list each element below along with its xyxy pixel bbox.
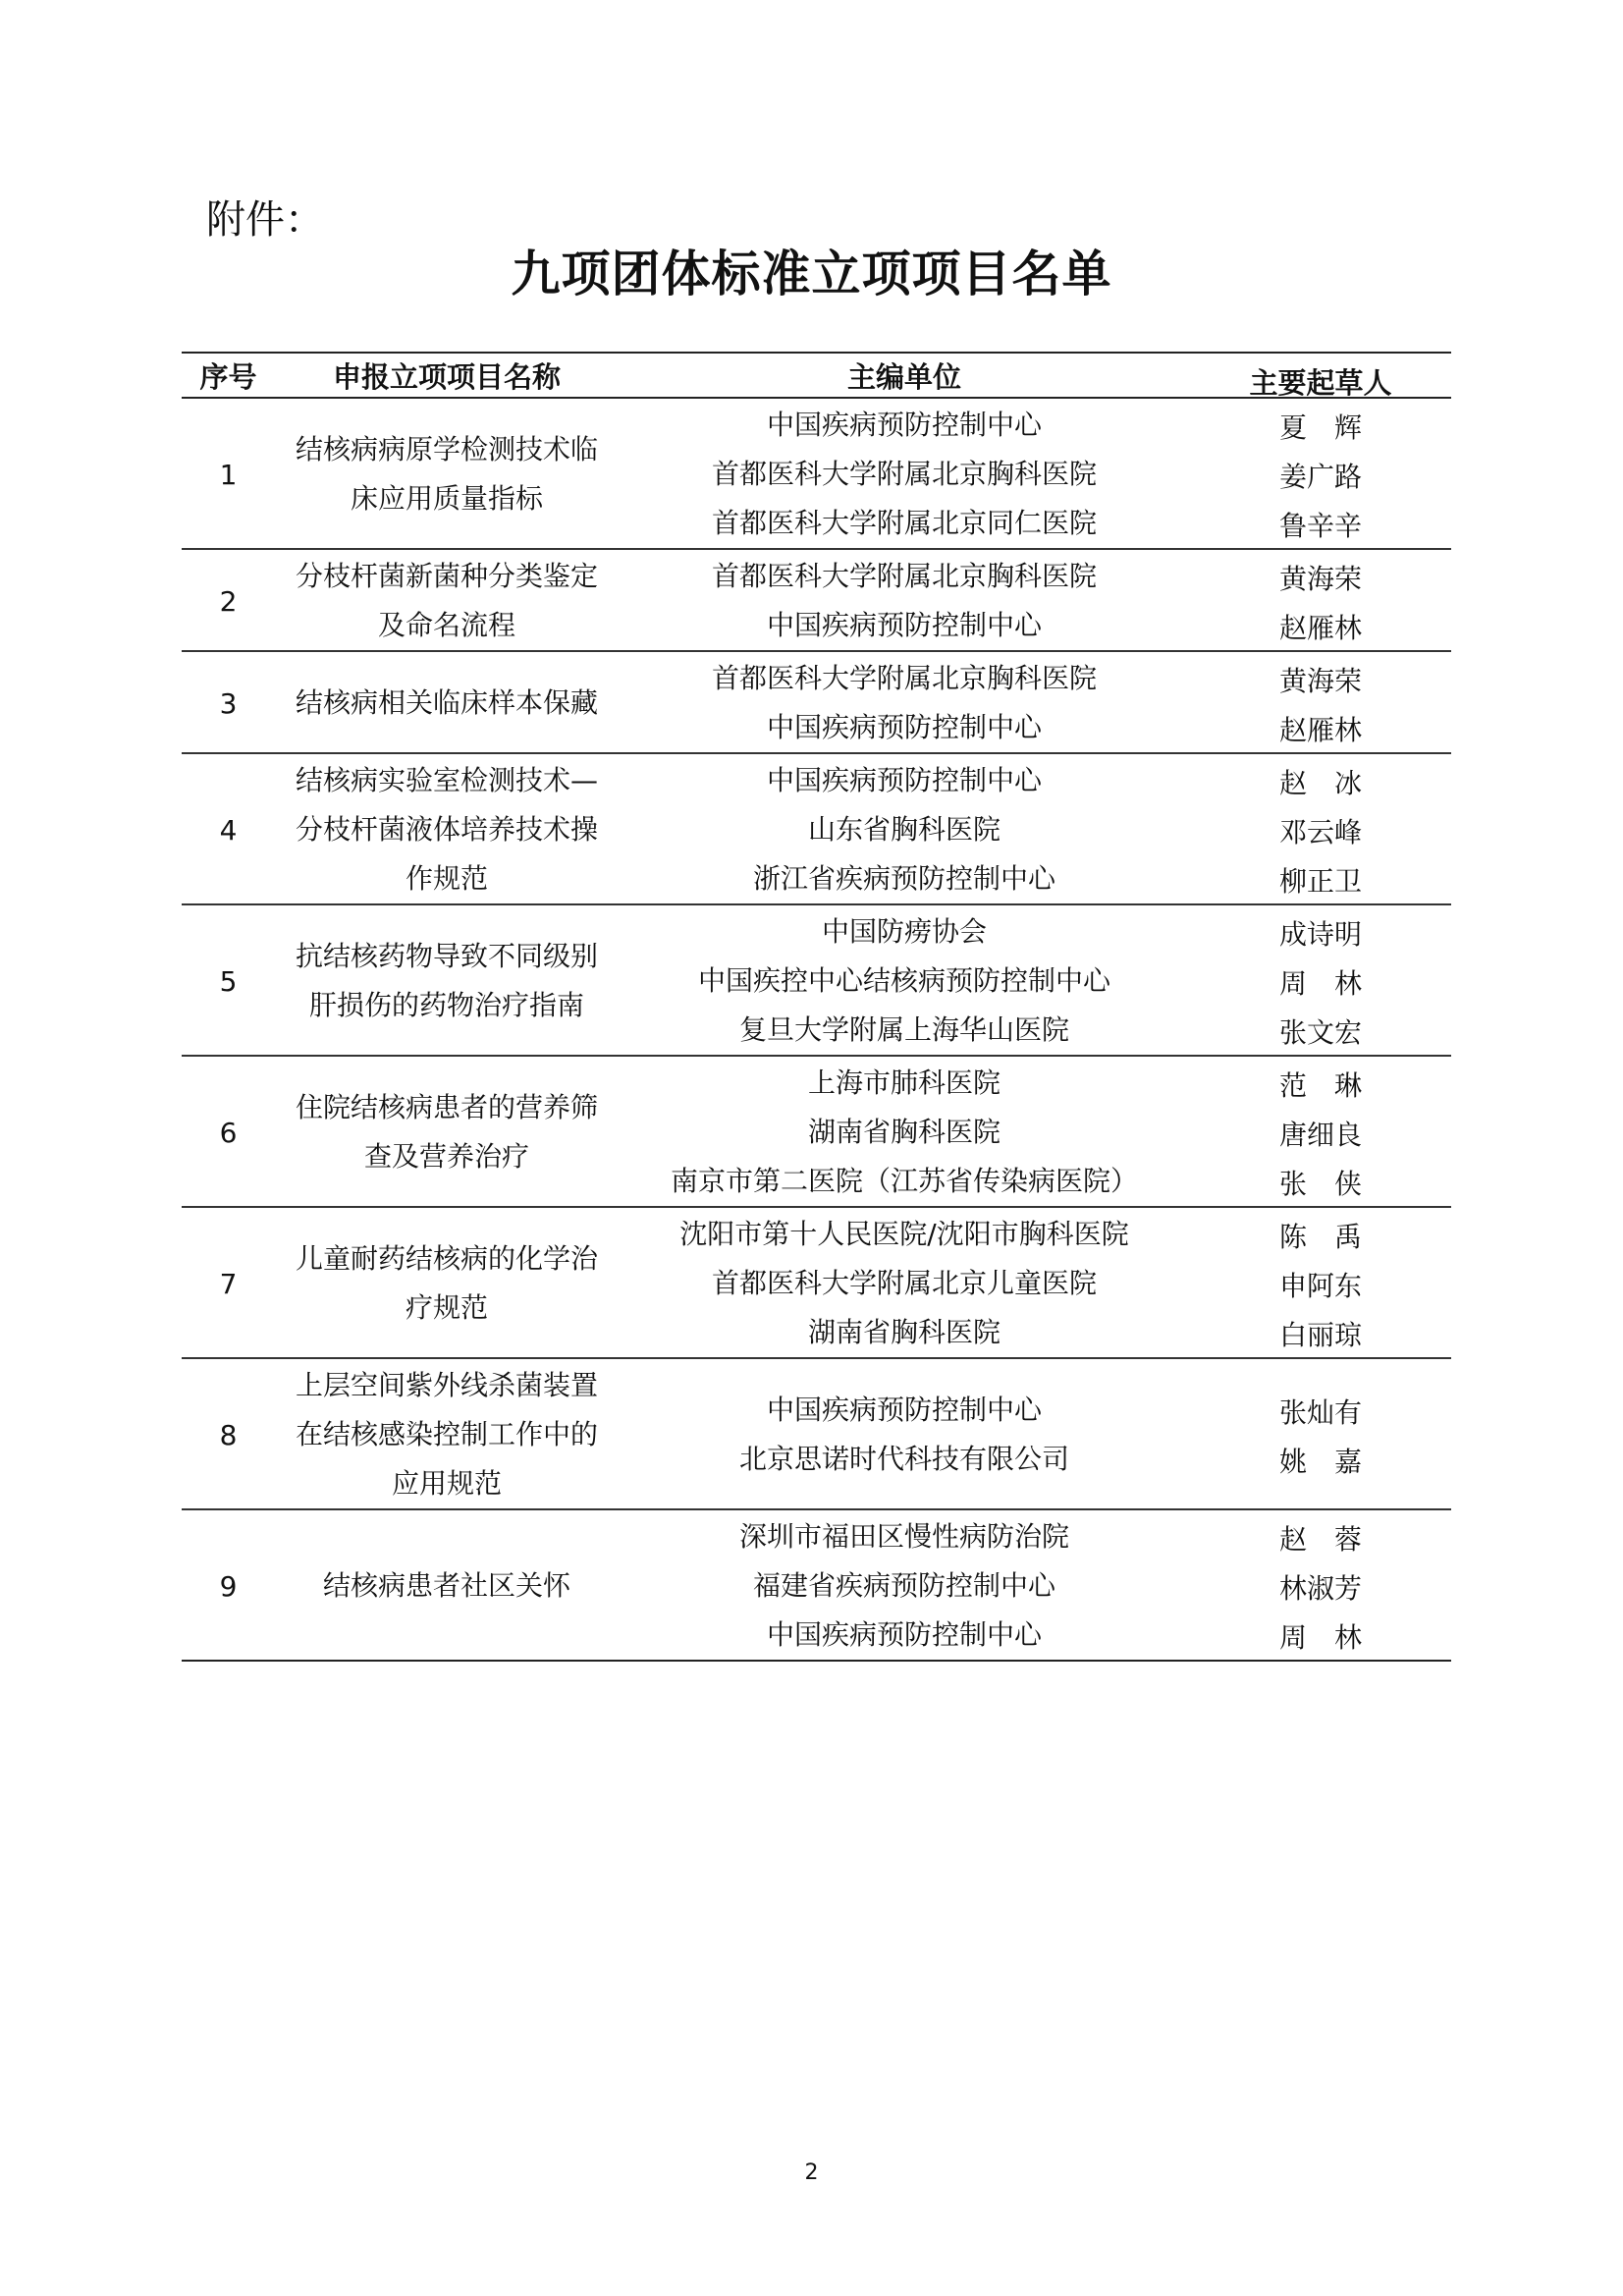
- drafter: 申阿东: [1278, 1270, 1362, 1302]
- row-number: 6: [219, 1116, 238, 1149]
- lead-unit: 中国疾病预防控制中心: [766, 711, 1042, 743]
- project-name: 结核病实验室检测技术—分枝杆菌液体培养技术操作规范: [295, 764, 598, 895]
- lead-unit: 湖南省胸科医院: [807, 1116, 1001, 1148]
- header-no: 序号: [199, 360, 257, 394]
- table-row: [182, 754, 1451, 905]
- drafter: 赵 冰: [1278, 767, 1362, 799]
- lead-unit: 首都医科大学附属北京胸科医院: [711, 458, 1097, 490]
- lead-units: [619, 1210, 1190, 1357]
- project-name: 结核病相关临床样本保藏: [295, 686, 598, 719]
- lead-unit: 上海市肺科医院: [807, 1066, 1001, 1099]
- lead-unit: 首都医科大学附属北京胸科医院: [711, 560, 1097, 592]
- drafter: 邓云峰: [1278, 816, 1362, 848]
- lead-units: [619, 1512, 1190, 1660]
- drafter: 赵雁林: [1278, 714, 1362, 746]
- lead-unit: 首都医科大学附属北京儿童医院: [711, 1267, 1097, 1299]
- lead-unit: 福建省疾病预防控制中心: [752, 1569, 1055, 1602]
- table-row: [182, 905, 1451, 1057]
- lead-units: [619, 401, 1190, 548]
- drafter: 范 琳: [1278, 1069, 1362, 1102]
- table-row: [182, 1510, 1451, 1660]
- row-number: 4: [219, 813, 238, 847]
- table-row: [182, 652, 1451, 754]
- lead-unit: 沈阳市第十人民医院/沈阳市胸科医院: [679, 1218, 1129, 1250]
- drafter: 白丽琼: [1278, 1319, 1362, 1351]
- drafter: 陈 禹: [1278, 1221, 1362, 1253]
- project-name: 分枝杆菌新菌种分类鉴定及命名流程: [295, 560, 598, 641]
- attachment-label: 附件：: [206, 197, 324, 243]
- project-list-table: [182, 352, 1451, 1662]
- table-row: [182, 1359, 1451, 1510]
- drafters: [1190, 401, 1451, 548]
- drafter: 张灿有: [1278, 1396, 1362, 1429]
- drafter: 姚 嘉: [1278, 1446, 1362, 1478]
- lead-unit: 中国疾控中心结核病预防控制中心: [697, 964, 1110, 997]
- lead-units: [619, 654, 1190, 752]
- drafter: 唐细良: [1278, 1119, 1362, 1151]
- lead-units: [619, 1059, 1190, 1206]
- drafter: 周 林: [1278, 1621, 1362, 1654]
- drafters: [1190, 756, 1451, 903]
- project-name: 结核病患者社区关怀: [322, 1569, 570, 1602]
- lead-unit: 中国防痨协会: [821, 915, 987, 948]
- project-name: 上层空间紫外线杀菌装置在结核感染控制工作中的应用规范: [295, 1369, 598, 1500]
- drafter: 黄海荣: [1278, 563, 1362, 595]
- drafters: [1190, 1210, 1451, 1357]
- lead-unit: 中国疾病预防控制中心: [766, 609, 1042, 641]
- drafters: [1190, 1361, 1451, 1508]
- table-row: [182, 399, 1451, 550]
- row-number: 2: [219, 584, 238, 618]
- drafter: 林淑芳: [1278, 1572, 1362, 1605]
- lead-unit: 湖南省胸科医院: [807, 1316, 1001, 1348]
- lead-unit: 复旦大学附属上海华山医院: [738, 1013, 1069, 1046]
- drafters: [1190, 1512, 1451, 1660]
- drafter: 鲁辛辛: [1278, 510, 1362, 542]
- drafter: 张文宏: [1278, 1016, 1362, 1049]
- row-number: 1: [219, 458, 238, 491]
- page-number: 2: [804, 2160, 819, 2185]
- lead-unit: 中国疾病预防控制中心: [766, 409, 1042, 441]
- drafter: 成诗明: [1278, 918, 1362, 951]
- row-number: 9: [219, 1569, 238, 1603]
- drafters: [1190, 654, 1451, 752]
- table-row: [182, 1208, 1451, 1359]
- lead-unit: 中国疾病预防控制中心: [766, 1618, 1042, 1651]
- lead-unit: 首都医科大学附属北京同仁医院: [711, 507, 1097, 539]
- lead-unit: 北京思诺时代科技有限公司: [738, 1443, 1069, 1475]
- row-number: 3: [219, 686, 238, 720]
- lead-unit: 浙江省疾病预防控制中心: [752, 862, 1055, 895]
- drafters: [1190, 907, 1451, 1055]
- document-title: 九项团体标准立项项目名单: [511, 245, 1112, 302]
- lead-unit: 山东省胸科医院: [807, 813, 1001, 846]
- lead-unit: 首都医科大学附属北京胸科医院: [711, 662, 1097, 694]
- header-lead-unit: 主编单位: [846, 360, 961, 394]
- drafter: 柳正卫: [1278, 865, 1362, 898]
- table-row: [182, 550, 1451, 652]
- drafter: 姜广路: [1278, 461, 1362, 493]
- drafter: 赵雁林: [1278, 612, 1362, 644]
- project-name: 儿童耐药结核病的化学治疗规范: [295, 1242, 598, 1324]
- table-row: [182, 1057, 1451, 1208]
- header-project-name: 申报立项项目名称: [332, 360, 561, 394]
- project-name: 抗结核药物导致不同级别肝损伤的药物治疗指南: [295, 940, 598, 1021]
- project-name: 结核病病原学检测技术临床应用质量指标: [295, 433, 598, 515]
- lead-units: [619, 552, 1190, 650]
- drafter: 周 林: [1278, 967, 1362, 1000]
- lead-unit: 南京市第二医院（江苏省传染病医院）: [670, 1165, 1138, 1197]
- drafter: 黄海荣: [1278, 665, 1362, 697]
- project-name: 住院结核病患者的营养筛查及营养治疗: [295, 1091, 598, 1173]
- drafter: 赵 蓉: [1278, 1523, 1362, 1556]
- header-drafters: 主要起草人: [1249, 366, 1392, 400]
- lead-unit: 中国疾病预防控制中心: [766, 764, 1042, 796]
- lead-unit: 深圳市福田区慢性病防治院: [738, 1520, 1069, 1553]
- drafters: [1190, 552, 1451, 650]
- table-header-row: [182, 354, 1451, 399]
- lead-unit: 中国疾病预防控制中心: [766, 1394, 1042, 1426]
- lead-units: [619, 907, 1190, 1055]
- row-number: 7: [219, 1267, 238, 1300]
- drafter: 张 侠: [1278, 1168, 1362, 1200]
- row-number: 5: [219, 964, 238, 998]
- table-body: [182, 399, 1451, 1660]
- row-number: 8: [219, 1418, 238, 1451]
- lead-units: [619, 756, 1190, 903]
- drafters: [1190, 1059, 1451, 1206]
- drafter: 夏 辉: [1278, 411, 1362, 444]
- lead-units: [619, 1361, 1190, 1508]
